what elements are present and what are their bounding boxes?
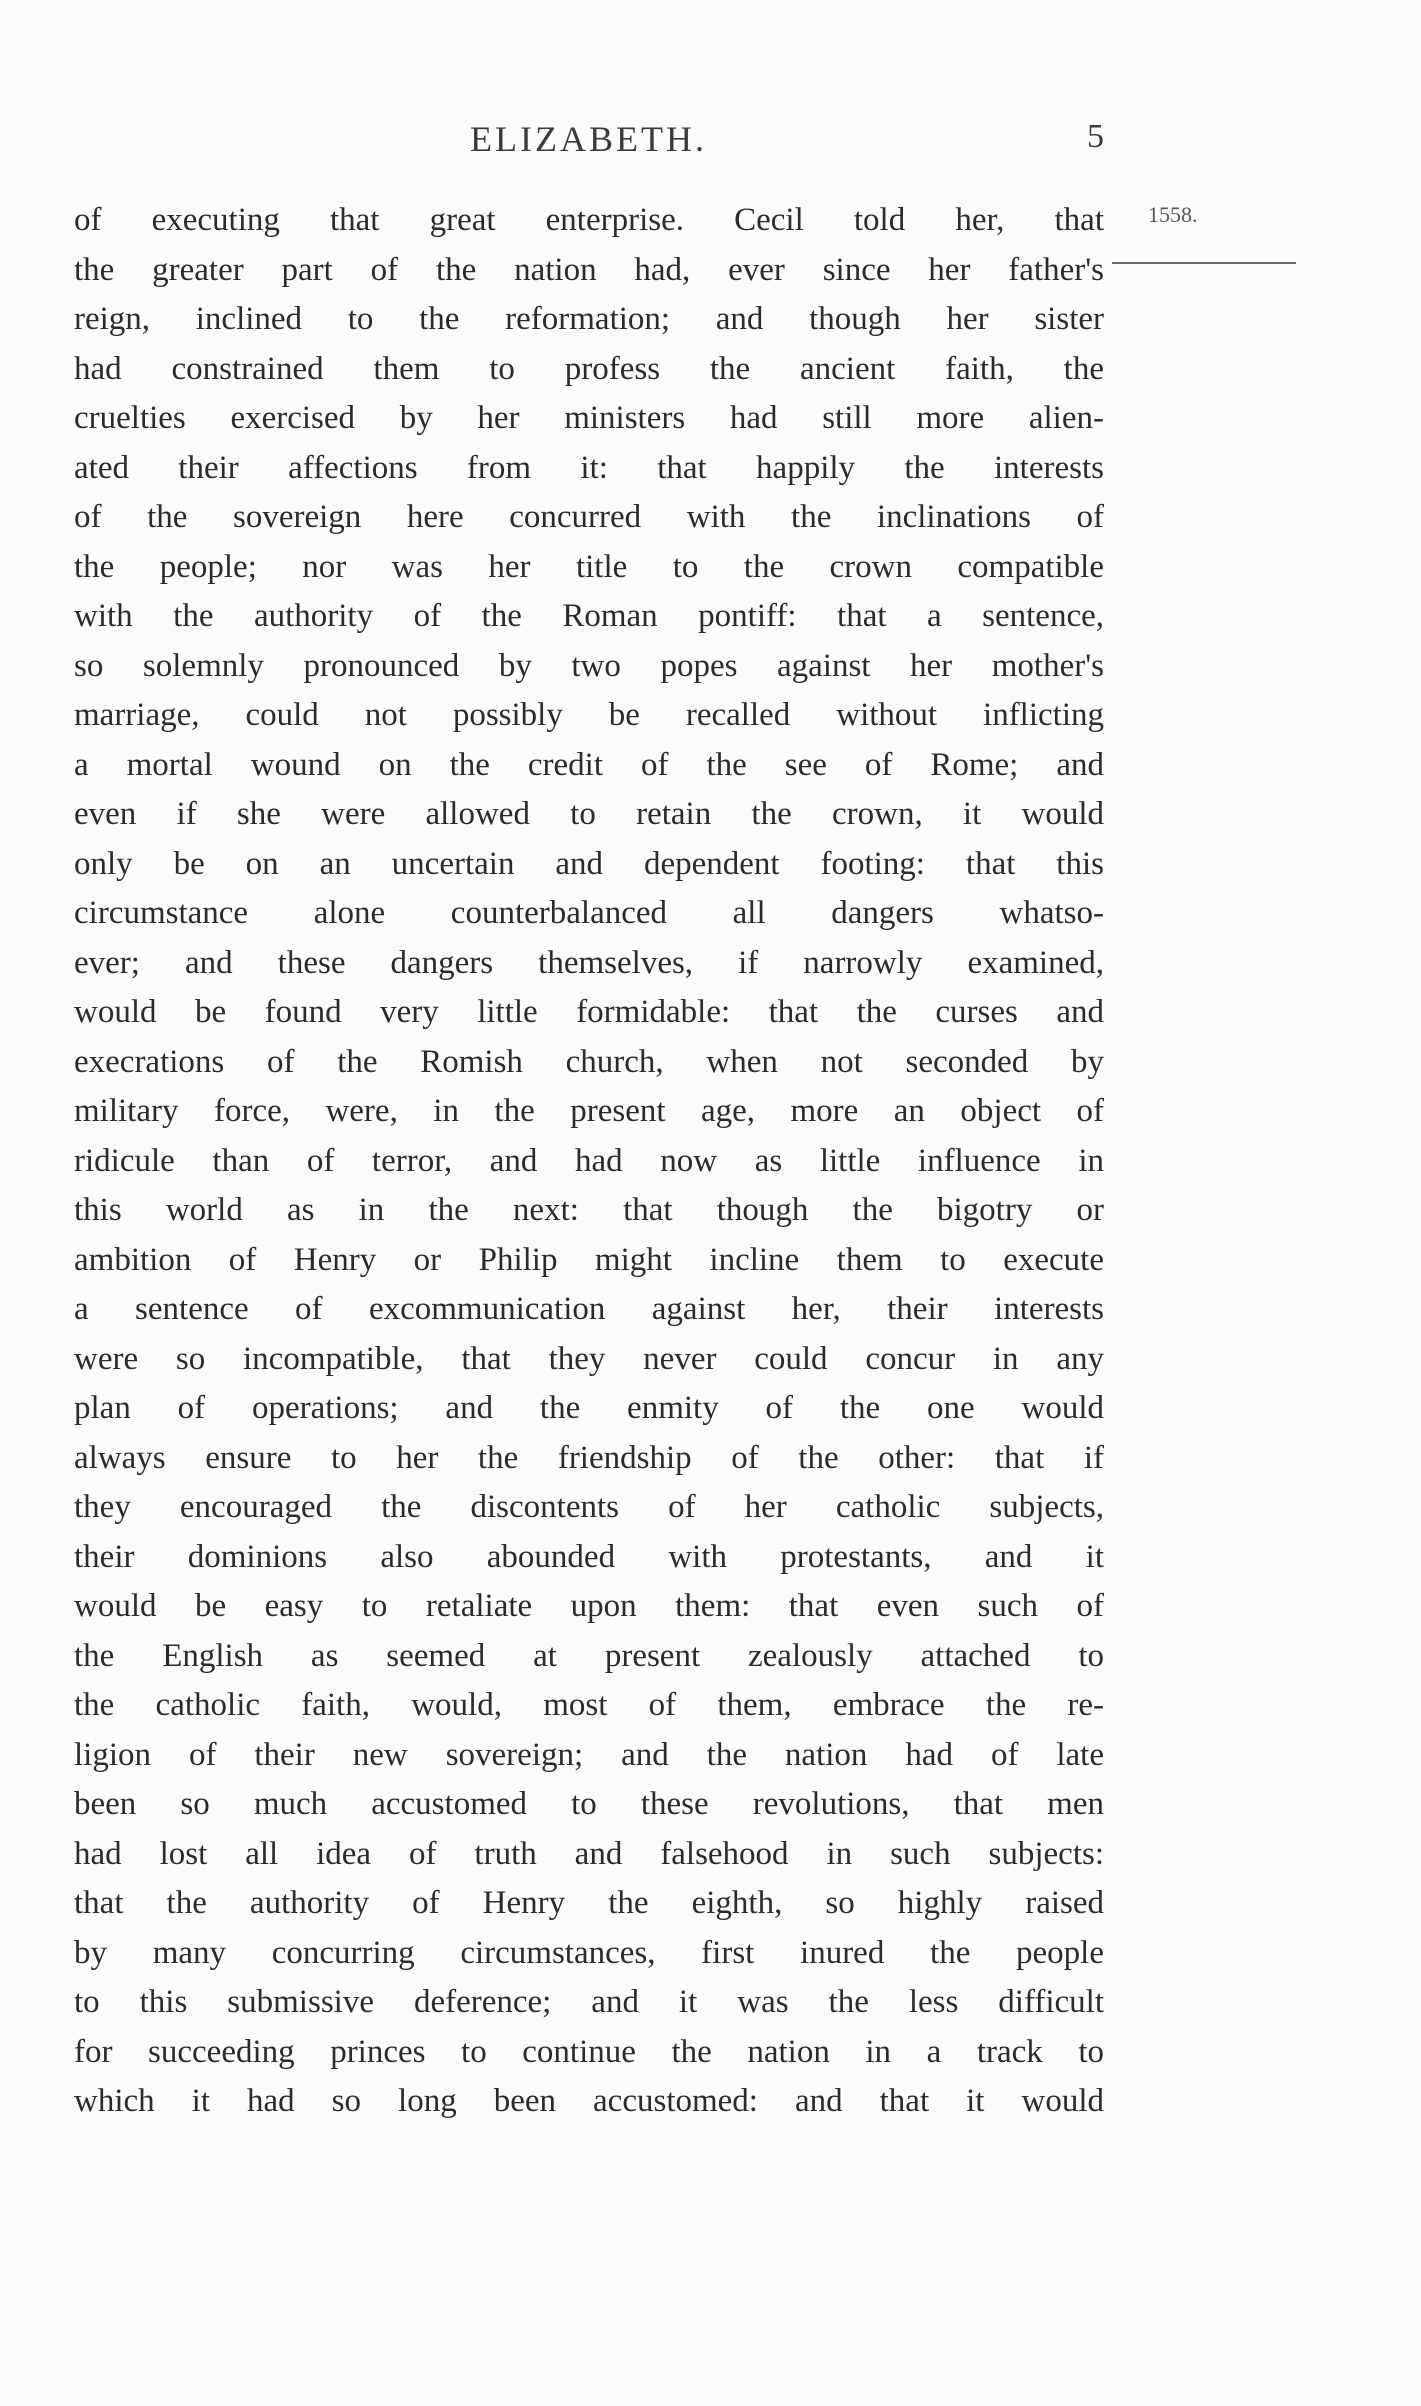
running-title: ELIZABETH. <box>470 119 707 159</box>
text-line: cruelties exercised by her ministers had still more alien- <box>74 400 1104 436</box>
text-line: they encouraged the discontents of her catholic subjects, <box>74 1489 1104 1525</box>
text-line: the catholic faith, would, most of them, embrace the re- <box>74 1687 1104 1723</box>
running-head <box>74 118 1104 158</box>
text-line: to this submissive deference; and it was the less difficult <box>74 1984 1104 2020</box>
text-line: that the authority of Henry the eighth, so highly raised <box>74 1885 1104 1921</box>
text-line: only be on an uncertain and dependent footing: that this <box>74 845 1104 882</box>
text-line: circumstance alone counterbalanced all dangers whatso- <box>74 895 1104 931</box>
text-line: the people; nor was her title to the crown compatible <box>74 548 1104 585</box>
text-line: had constrained them to profess the ancient faith, the <box>74 350 1104 387</box>
text-line: even if she were allowed to retain the crown, it would <box>74 796 1104 832</box>
text-line: for succeeding princes to continue the nation in a track to <box>74 2033 1104 2070</box>
text-line: marriage, could not possibly be recalled without inflicting <box>74 697 1104 733</box>
body-text <box>74 196 1104 2127</box>
text-line: reign, inclined to the reformation; and though her sister <box>74 301 1104 337</box>
text-line: the greater part of the nation had, ever since her father's <box>74 251 1104 288</box>
text-line: execrations of the Romish church, when not seconded by <box>74 1043 1104 1080</box>
text-line: a mortal wound on the credit of the see of Rome; and <box>74 746 1104 783</box>
text-line: with the authority of the Roman pontiff: that a sentence, <box>74 598 1104 634</box>
text-line: would be easy to retaliate upon them: that even such of <box>74 1588 1104 1624</box>
text-line: the English as seemed at present zealously attached to <box>74 1637 1104 1674</box>
text-line: would be found very little formidable: that the curses and <box>74 994 1104 1030</box>
text-line: their dominions also abounded with protestants, and it <box>74 1538 1104 1575</box>
text-line: always ensure to her the friendship of the other: that if <box>74 1439 1104 1476</box>
text-line: were so incompatible, that they never could concur in any <box>74 1340 1104 1377</box>
margin-rule <box>1112 262 1296 264</box>
text-line: of the sovereign here concurred with the inclinations of <box>74 499 1104 535</box>
text-line: ambition of Henry or Philip might incline them to execute <box>74 1241 1104 1278</box>
text-line: of executing that great enterprise. Cecil told her, that <box>74 202 1104 238</box>
text-line: this world as in the next: that though the bigotry or <box>74 1192 1104 1228</box>
text-line: ated their affections from it: that happily the interests <box>74 449 1104 486</box>
text-line: ligion of their new sovereign; and the nation had of late <box>74 1736 1104 1773</box>
text-line: so solemnly pronounced by two popes against her mother's <box>74 647 1104 684</box>
text-line: had lost all idea of truth and falsehood in such subjects: <box>74 1835 1104 1872</box>
text-line: ever; and these dangers themselves, if narrowly examined, <box>74 944 1104 981</box>
text-line: been so much accustomed to these revolutions, that men <box>74 1786 1104 1822</box>
text-line: military force, were, in the present age, more an object of <box>74 1093 1104 1129</box>
text-line: by many concurring circumstances, first inured the people <box>74 1934 1104 1971</box>
text-line: a sentence of excommunication against her, their interests <box>74 1291 1104 1327</box>
page-number: 5 <box>1087 118 1104 155</box>
margin-year-note: 1558. <box>1148 202 1198 227</box>
text-line: ridicule than of terror, and had now as little influence in <box>74 1142 1104 1179</box>
text-line: which it had so long been accustomed: and that it would <box>74 2083 1104 2119</box>
text-line: plan of operations; and the enmity of the one would <box>74 1390 1104 1426</box>
